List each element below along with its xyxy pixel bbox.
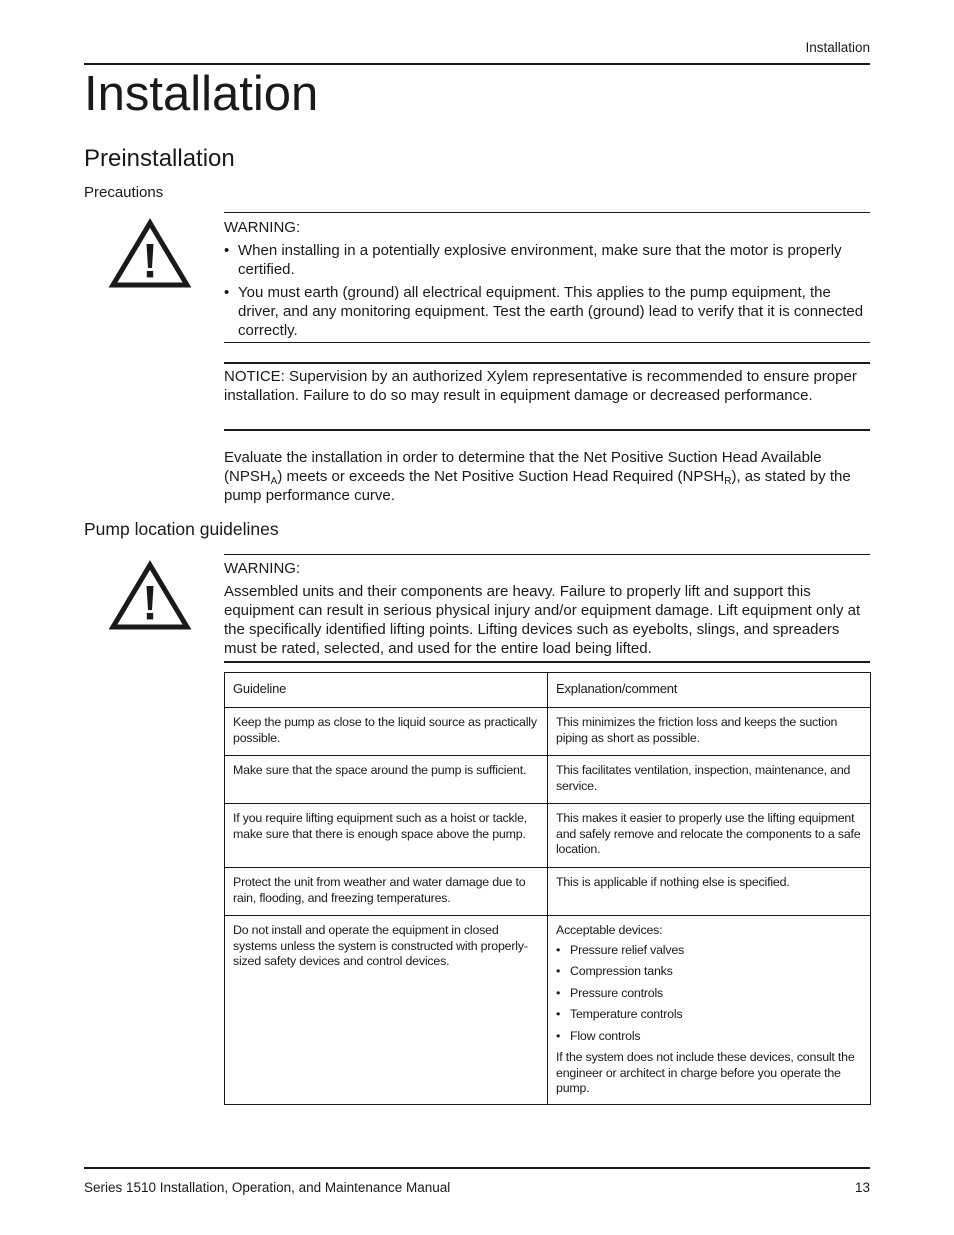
- npsh-text: Evaluate the installation in order to determine that the Net Positive Suction Head Available (NPSH: [224, 449, 822, 485]
- table-row: [225, 916, 871, 1105]
- list-item: • Temperature controls: [556, 1007, 862, 1023]
- comment-cell: This facilitates ventilation, inspection, maintenance, and service.: [548, 756, 871, 804]
- warning1-top-rule: [224, 212, 870, 213]
- device-list: [556, 943, 862, 1045]
- warning1-label: WARNING:: [224, 219, 301, 236]
- warning1-item: • You must earth (ground) all electrical equipment. This applies to the pump equipment, the driver, and any monitoring equipment. Test the earth (ground) lead to verify that it is connected correctly.: [224, 283, 870, 340]
- table-header-comment: Explanation/comment: [548, 673, 871, 708]
- list-item: • Pressure relief valves: [556, 943, 862, 959]
- warning2-label: WARNING:: [224, 560, 301, 577]
- warning-triangle-icon: [108, 218, 192, 290]
- notice-text: Supervision by an authorized Xylem representative is recommended to ensure proper installation. Failure to do so may result in equipment damage or decreased performance.: [224, 368, 857, 404]
- table-row: [225, 708, 871, 756]
- list-item: • Pressure controls: [556, 986, 862, 1002]
- notice-bottom-rule: [224, 429, 870, 431]
- npsh-text: ) meets or exceeds the Net Positive Suction Head Required (NPSH: [277, 468, 725, 485]
- comment-cell: [548, 916, 871, 1105]
- guideline-cell: Do not install and operate the equipment in closed systems unless the system is constructed with properly-sized safety devices and control devices.: [225, 916, 548, 1105]
- warning1-list: [224, 241, 870, 340]
- list-item: • Compression tanks: [556, 964, 862, 980]
- page-number: 13: [854, 1180, 870, 1195]
- footer-manual-title: Series 1510 Installation, Operation, and Maintenance Manual: [84, 1180, 451, 1195]
- table-row: [225, 868, 871, 916]
- chapter-title: Installation: [84, 67, 319, 121]
- npsh-subscript: A: [270, 476, 278, 487]
- comment-cell: This minimizes the friction loss and keeps the suction piping as short as possible.: [548, 708, 871, 756]
- npsh-text: ), as stated by the pump performance curve.: [224, 468, 851, 504]
- table-header-row: [225, 673, 871, 708]
- warning2-bottom-rule: [224, 661, 870, 663]
- section-title: Preinstallation: [84, 145, 235, 172]
- table-row: [225, 756, 871, 804]
- comment-cell: This makes it easier to properly use the lifting equipment and safely remove and relocate the components to a safe location.: [548, 804, 871, 868]
- table-row: [225, 804, 871, 868]
- npsh-paragraph: [224, 448, 870, 505]
- npsh-subscript: R: [724, 476, 732, 487]
- notice-label: NOTICE:: [224, 368, 285, 385]
- guideline-cell: If you require lifting equipment such as a hoist or tackle, make sure that there is enough space above the pump.: [225, 804, 548, 868]
- guideline-cell: Protect the unit from weather and water damage due to rain, flooding, and freezing temperatures.: [225, 868, 548, 916]
- guidelines-table: [224, 672, 871, 1105]
- warning-triangle-icon: [108, 560, 192, 632]
- comment-cell: This is applicable if nothing else is specified.: [548, 868, 871, 916]
- warning1-item: • When installing in a potentially explosive environment, make sure that the motor is properly certified.: [224, 241, 870, 279]
- subsection-location: Pump location guidelines: [84, 519, 279, 539]
- running-header: Installation: [805, 40, 870, 55]
- notice-top-rule: [224, 362, 870, 364]
- comment-outro: If the system does not include these devices, consult the engineer or architect in charge before you operate the pump.: [556, 1050, 855, 1095]
- guideline-cell: Keep the pump as close to the liquid source as practically possible.: [225, 708, 548, 756]
- comment-intro: Acceptable devices:: [556, 923, 663, 937]
- warning2-box: [224, 559, 870, 658]
- warning2-top-rule: [224, 554, 870, 555]
- guideline-cell: Make sure that the space around the pump is sufficient.: [225, 756, 548, 804]
- table-header-guideline: Guideline: [225, 673, 548, 708]
- warning1-bottom-rule: [224, 342, 870, 343]
- notice-box: [224, 367, 870, 405]
- subsection-precautions: Precautions: [84, 184, 164, 201]
- warning1-box: [224, 218, 870, 344]
- list-item: • Flow controls: [556, 1029, 862, 1045]
- warning2-text: Assembled units and their components are heavy. Failure to properly lift and support this equipment can result in serious physical injury and/or equipment damage. Lift equipment only at the specifically identified lifting points. Lifting devices such as eyebolts, slings, and spreaders must be rated, selected, and used for the entire load being lifted.: [224, 583, 861, 657]
- footer-rule: [84, 1167, 870, 1169]
